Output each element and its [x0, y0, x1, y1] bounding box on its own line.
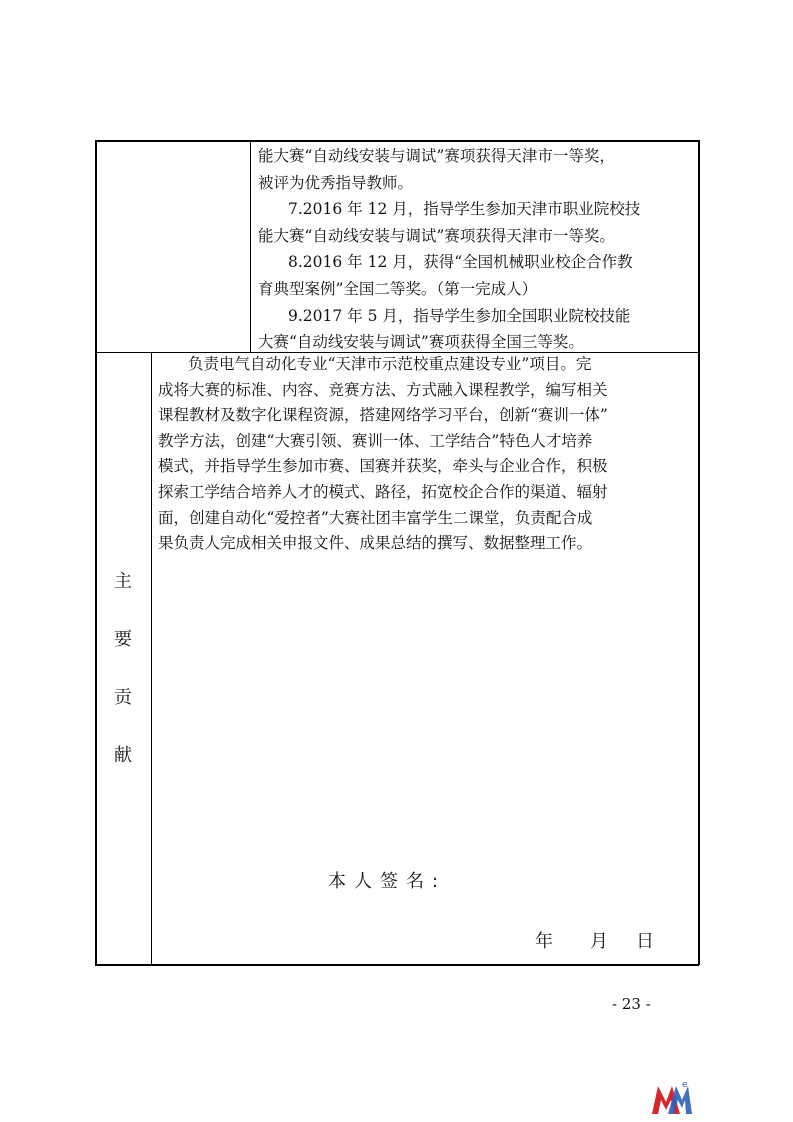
- label-char: 献: [114, 745, 132, 766]
- contribution-line: 课程教材及数字化课程资源，搭建网络学习平台，创新“赛训一体”: [158, 406, 608, 425]
- awards-line: 7.2016 年 12 月，指导学生参加天津市职业院校技: [288, 200, 641, 219]
- table-bottom-border: [95, 964, 699, 966]
- label-char: 主: [114, 571, 132, 592]
- publisher-logo: [650, 1078, 694, 1116]
- date-year-label: 年: [535, 931, 553, 952]
- label-char: 贡: [114, 687, 132, 708]
- table-top-border: [95, 140, 699, 142]
- contribution-line: 教学方法，创建“大赛引领、赛训一体、工学结合”特色人才培养: [158, 431, 593, 450]
- awards-line: 大赛“自动线安装与调试”赛项获得全国三等奖。: [258, 333, 584, 352]
- table-right-border: [698, 140, 700, 965]
- contribution-line: 探索工学结合培养人才的模式、路径，拓宽校企合作的渠道、辐射: [158, 482, 608, 501]
- logo-letter: e: [682, 1080, 688, 1090]
- date-month-label: 月: [590, 931, 608, 952]
- awards-line: 能大赛“自动线安装与调试”赛项获得天津市一等奖，: [258, 147, 615, 165]
- upper-column-divider: [250, 140, 251, 352]
- signature-label: 本人签名:: [328, 871, 447, 892]
- awards-line: 能大赛“自动线安装与调试”赛项获得天津市一等奖。: [258, 226, 615, 245]
- lower-column-divider: [151, 352, 152, 965]
- awards-line: 9.2017 年 5 月，指导学生参加全国职业院校技能: [288, 306, 631, 325]
- contribution-line: 负责电气自动化专业“天津市示范校重点建设专业”项目。完: [188, 355, 592, 373]
- contribution-text: [158, 352, 692, 557]
- awards-line: 被评为优秀指导教师。: [258, 173, 414, 192]
- contribution-line: 果负责人完成相关申报文件、成果总结的撰写、数据整理工作。: [158, 534, 593, 553]
- awards-line: 育典型案例”全国二等奖。（第一完成人）: [258, 279, 538, 298]
- date-day-label: 日: [636, 931, 654, 952]
- label-char: 要: [114, 629, 132, 650]
- page-number: - 23 -: [612, 995, 651, 1013]
- main-contribution-label: [95, 353, 151, 965]
- contribution-line: 面，创建自动化“爱控者”大赛社团丰富学生二课堂，负责配合成: [158, 508, 593, 527]
- contribution-line: 模式，并指导学生参加市赛、国赛并获奖，牵头与企业合作，积极: [158, 457, 608, 476]
- contribution-line: 成将大赛的标准、内容、竞赛方法、方式融入课程教学，编写相关: [158, 380, 608, 399]
- awards-line: 8.2016 年 12 月，获得“全国机械职业校企合作教: [288, 253, 633, 272]
- awards-cell-text: [258, 143, 693, 356]
